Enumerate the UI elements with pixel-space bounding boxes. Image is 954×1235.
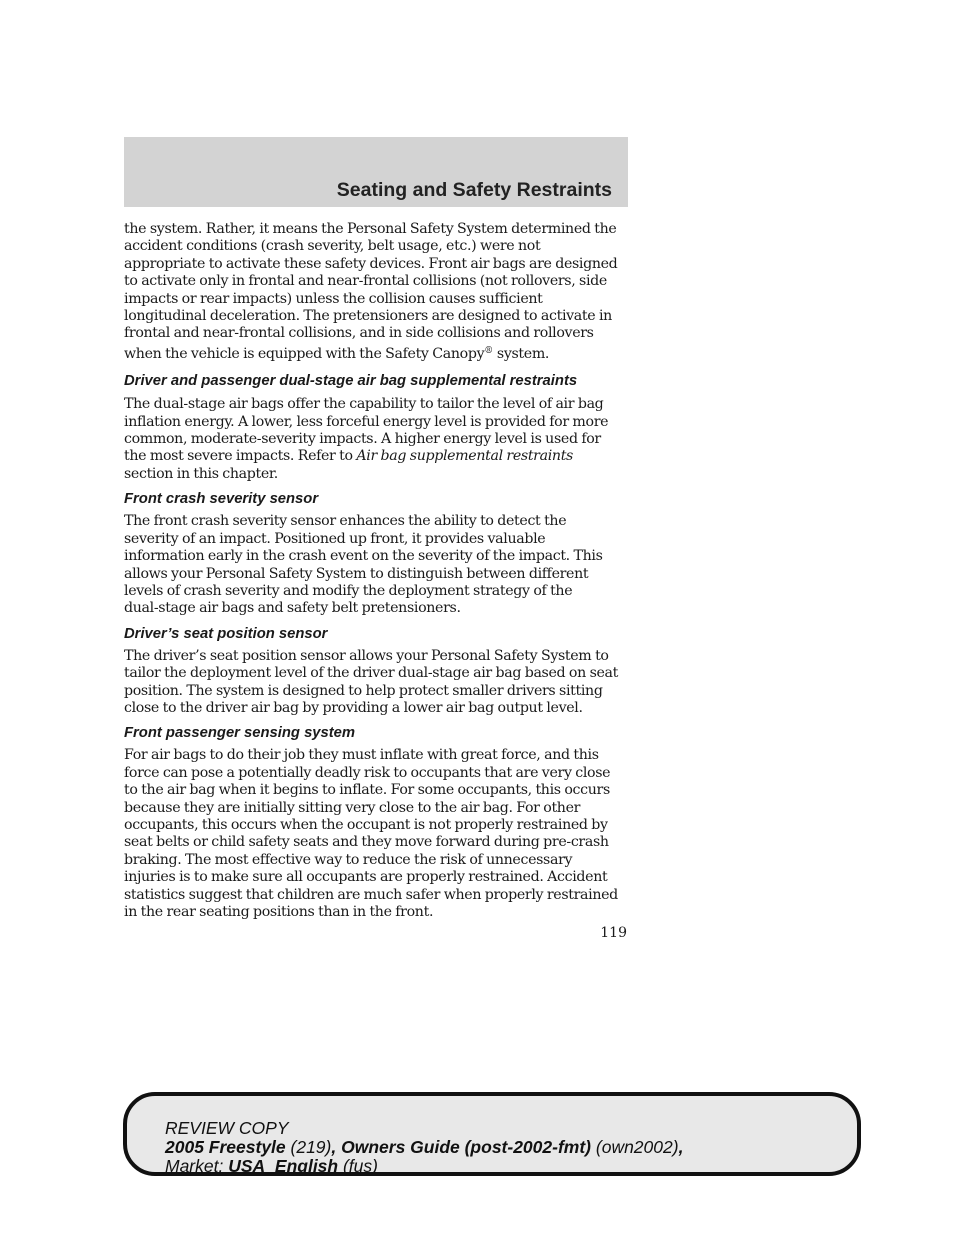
text-line: to activate only in frontal and near-frontal collisions (not rollovers, side xyxy=(124,273,607,290)
review-market-label: Market: xyxy=(165,1156,229,1176)
text-line: levels of crash severity and modify the deployment strategy of the xyxy=(124,582,573,599)
section-header-band xyxy=(124,137,628,207)
dual-stage-paragraph xyxy=(124,396,630,483)
review-document-line xyxy=(165,1138,683,1157)
text-line: frontal and near-frontal collisions, and in side collisions and rollovers xyxy=(124,325,594,342)
text-line: For air bags to do their job they must inflate with great force, and this xyxy=(124,747,599,764)
text-line: in the rear seating positions than in the front. xyxy=(124,904,434,920)
page-number: 119 xyxy=(600,925,627,941)
text-line xyxy=(124,343,630,363)
trademark-symbol: ® xyxy=(484,345,494,356)
text-line: severity of an impact. Positioned up front, it provides valuable xyxy=(124,530,546,547)
text-line: The dual-stage air bags offer the capability to tailor the level of air bag xyxy=(124,396,604,413)
text-line: statistics suggest that children are much safer when properly restrained xyxy=(124,886,618,903)
text-line: to the air bag when it begins to inflate. For some occupants, this occurs xyxy=(124,782,610,799)
text-line: seat belts or child safety seats and they move forward during pre-crash xyxy=(124,834,609,851)
text-line: allows your Personal Safety System to distinguish between different xyxy=(124,565,589,582)
section-heading-crash-sensor: Front crash severity sensor xyxy=(124,491,319,508)
text-line: common, moderate-severity impacts. A higher energy level is used for xyxy=(124,431,601,448)
review-separator: , xyxy=(331,1137,342,1157)
text-line: injuries is to make sure all occupants are properly restrained. Accident xyxy=(124,869,608,886)
text-fragment: when the vehicle is equipped with the Safety Canopy xyxy=(124,345,485,362)
crash-sensor-paragraph xyxy=(124,513,630,617)
review-market: USA_English xyxy=(228,1156,339,1176)
text-line: appropriate to activate these safety devices. Front air bags are designed xyxy=(124,255,618,272)
text-line: occupants, this occurs when the occupant is not properly restrained by xyxy=(124,816,608,833)
section-heading-passenger-sensing: Front passenger sensing system xyxy=(124,725,356,742)
section-heading-seat-position: Driver’s seat position sensor xyxy=(124,625,328,642)
text-line: information early in the crash event on the severity of the impact. This xyxy=(124,548,603,565)
review-separator: , xyxy=(678,1137,684,1157)
text-line: force can pose a potentially deadly risk to occupants that are very close xyxy=(124,764,611,781)
text-line: position. The system is designed to help protect smaller drivers sitting xyxy=(124,682,603,699)
review-market-line xyxy=(165,1157,683,1176)
review-label: REVIEW COPY xyxy=(165,1118,289,1138)
cross-reference: Air bag supplemental restraints xyxy=(356,448,573,465)
page-content xyxy=(124,221,630,921)
text-line: inflation energy. A lower, less forceful energy level is provided for more xyxy=(124,413,609,430)
text-fragment: the most severe impacts. Refer to xyxy=(124,448,357,465)
text-line: because they are initially sitting very close to the air bag. For other xyxy=(124,799,581,816)
text-line: dual-stage air bags and safety belt pretensioners. xyxy=(124,600,461,617)
review-model-code: (219) xyxy=(285,1137,332,1157)
review-model: 2005 Freestyle xyxy=(165,1137,286,1157)
text-line: close to the driver air bag by providing a lower air bag output level. xyxy=(124,699,583,716)
text-fragment: system. xyxy=(493,345,550,362)
text-line: longitudinal deceleration. The pretensioners are designed to activate in xyxy=(124,308,612,325)
text-line: impacts or rear impacts) unless the collision causes sufficient xyxy=(124,290,543,307)
review-market-code: (fus) xyxy=(338,1156,378,1176)
text-line: section in this chapter. xyxy=(124,465,278,482)
review-copy-text xyxy=(165,1119,683,1176)
intro-paragraph xyxy=(124,221,630,363)
text-line: The driver’s seat position sensor allows your Personal Safety System to xyxy=(124,647,609,664)
seat-position-paragraph xyxy=(124,648,630,718)
passenger-sensing-paragraph xyxy=(124,747,630,921)
review-guide-code: (own2002) xyxy=(591,1137,679,1157)
text-line: The front crash severity sensor enhances the ability to detect the xyxy=(124,513,567,530)
text-line xyxy=(124,448,630,465)
text-line: accident conditions (crash severity, belt usage, etc.) were not xyxy=(124,238,541,255)
review-guide: Owners Guide (post-2002-fmt) xyxy=(341,1137,592,1157)
section-heading-dual-stage: Driver and passenger dual-stage air bag supplemental restraints xyxy=(124,373,578,390)
text-line: braking. The most effective way to reduce the risk of unnecessary xyxy=(124,851,573,868)
text-line: tailor the deployment level of the driver dual-stage air bag based on seat xyxy=(124,665,619,682)
section-title: Seating and Safety Restraints xyxy=(336,179,612,201)
text-line: the system. Rather, it means the Personal Safety System determined the xyxy=(124,221,617,237)
review-copy-box xyxy=(123,1092,861,1176)
